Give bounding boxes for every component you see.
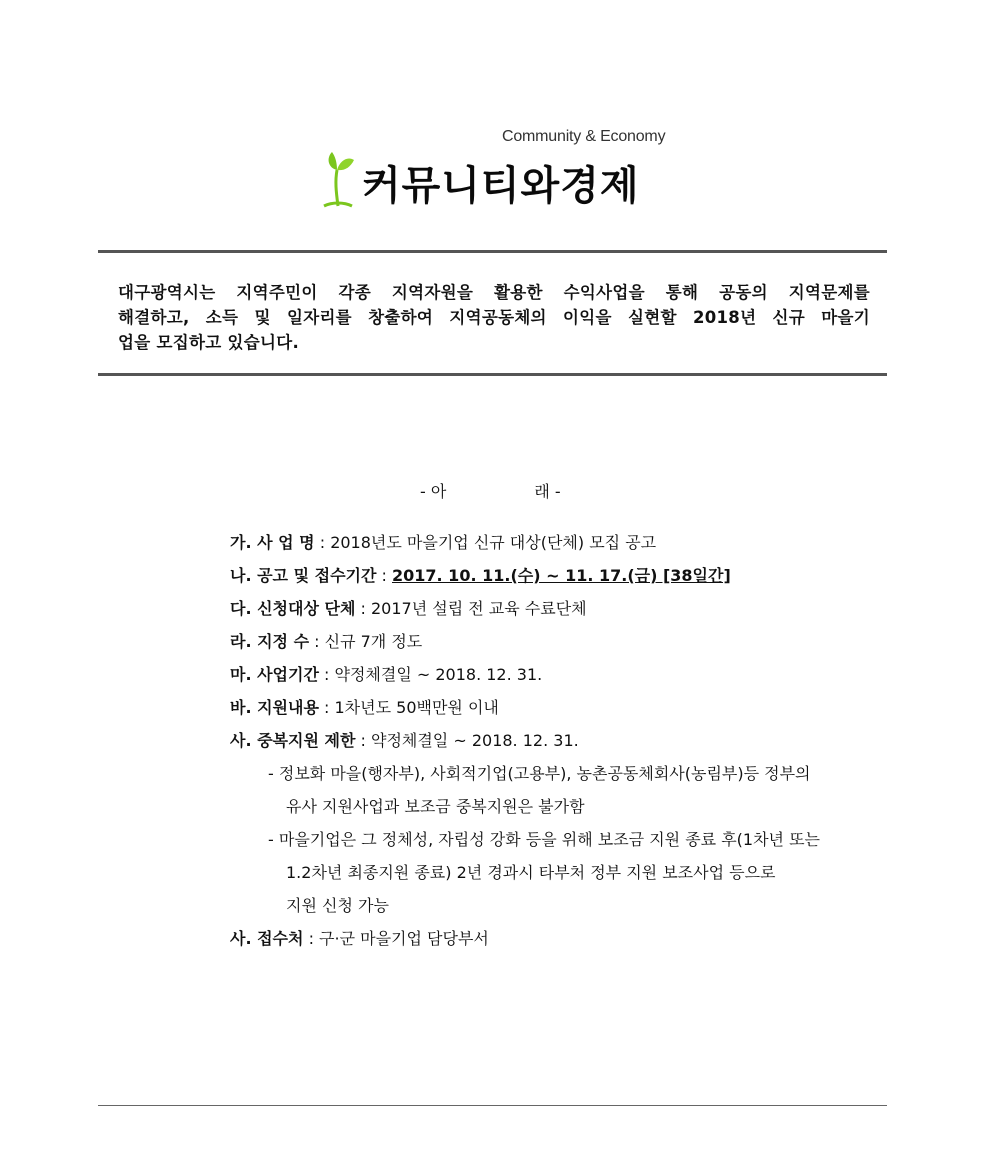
sub-item: - 마을기업은 그 정체성, 자립성 강화 등을 위해 보조금 지원 종료 후(1차년 또는 — [268, 830, 820, 849]
item-separator: : — [309, 632, 325, 651]
item-value: 약정체결일 ~ 2018. 12. 31. — [370, 731, 579, 750]
item-key: 바. 지원내용 — [230, 698, 319, 717]
item-period — [230, 563, 890, 596]
sprout-icon — [318, 146, 358, 210]
section-heading — [420, 479, 561, 502]
intro-line: 대구광역시는 지역주민이 각종 지역자원을 활용한 수익사업을 통해 공동의 지역문제를 — [118, 283, 870, 302]
item-value: 구·군 마을기업 담당부서 — [319, 929, 489, 948]
notice-items — [230, 530, 890, 959]
logo-korean-text: 커뮤니티와경제 — [362, 162, 640, 209]
item-separator: : — [376, 566, 392, 585]
item-key: 다. 신청대상 단체 — [230, 599, 356, 618]
item-separator: : — [355, 599, 371, 618]
item-business-period — [230, 662, 890, 695]
middle-divider — [98, 373, 887, 376]
item-key: 사. 접수처 — [230, 929, 304, 948]
item-value: 2017. 10. 11.(수) ~ 11. 17.(금) [38일간] — [392, 566, 731, 585]
item-support — [230, 695, 890, 728]
item-value: 2017년 설립 전 교육 수료단체 — [370, 599, 587, 618]
bottom-divider — [98, 1105, 887, 1106]
sub-item: 1.2차년 최종지원 종료) 2년 경과시 타부처 정부 지원 보조사업 등으로 — [286, 863, 776, 882]
top-divider — [98, 250, 887, 253]
item-duplicate-limit — [230, 728, 890, 761]
sub-item: - 정보화 마을(행자부), 사회적기업(고용부), 농촌공동체회사(농림부)등 정부의 — [268, 764, 811, 783]
item-separator: : — [318, 698, 335, 717]
item-reception — [230, 926, 890, 959]
item-key: 가. 사 업 명 — [230, 533, 315, 552]
heading-right: 래 - — [534, 482, 561, 501]
item-separator: : — [314, 533, 331, 552]
intro-line: 업을 모집하고 있습니다. — [118, 333, 300, 352]
logo-english-text: Community & Economy — [502, 128, 666, 145]
item-key: 마. 사업기간 — [230, 665, 319, 684]
item-count — [230, 629, 890, 662]
logo — [318, 126, 666, 210]
intro-line: 해결하고, 소득 및 일자리를 창출하여 지역공동체의 이익을 실현할 2018년 신규 마을기 — [118, 308, 870, 327]
item-value: 신규 7개 정도 — [324, 632, 423, 651]
item-value: 1차년도 50백만원 이내 — [334, 698, 499, 717]
item-separator: : — [355, 731, 371, 750]
item-key: 라. 지정 수 — [230, 632, 310, 651]
intro-paragraph — [118, 280, 870, 355]
item-value: 약정체결일 ~ 2018. 12. 31. — [334, 665, 543, 684]
item-key: 사. 중복지원 제한 — [230, 731, 356, 750]
item-key: 나. 공고 및 접수기간 — [230, 566, 377, 585]
item-target — [230, 596, 890, 629]
sub-item: 지원 신청 가능 — [286, 896, 389, 915]
sub-item: 유사 지원사업과 보조금 중복지원은 불가함 — [286, 797, 585, 816]
item-separator: : — [318, 665, 335, 684]
item-separator: : — [303, 929, 320, 948]
heading-left: - 아 — [420, 482, 447, 501]
item-value: 2018년도 마을기업 신규 대상(단체) 모집 공고 — [330, 533, 657, 552]
item-project-name — [230, 530, 890, 563]
